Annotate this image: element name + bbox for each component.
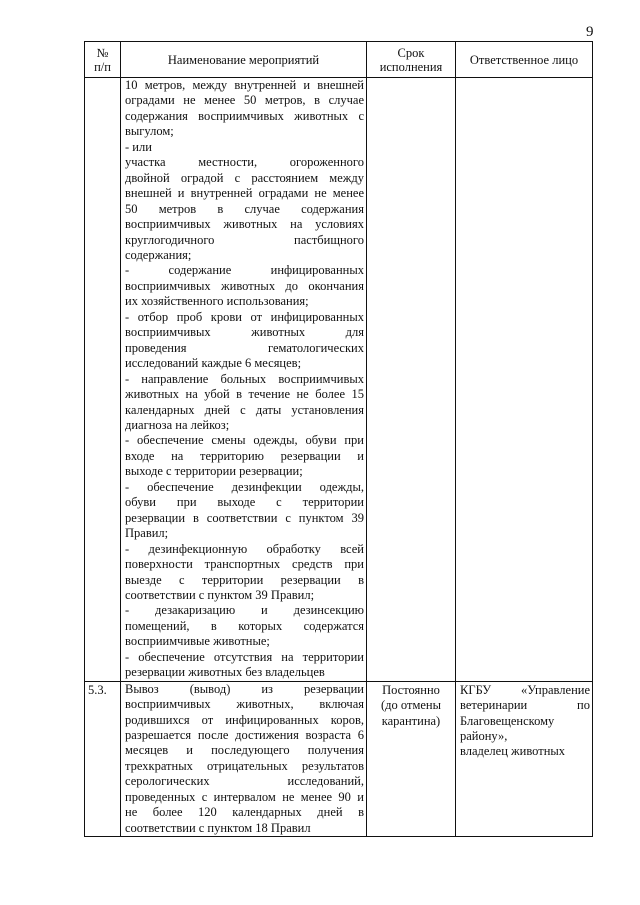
- text-line: соответствии с пунктом 18 Правил: [125, 820, 311, 835]
- header-name: Наименование мероприятий: [121, 42, 367, 78]
- text-line: родившихся от инфицированных коров,: [125, 712, 364, 727]
- text-line: - обеспечение смены одежды, обуви при: [125, 433, 364, 448]
- text-line: соответствии с пунктом 39 Правил;: [125, 587, 315, 602]
- text-line: (до отмены: [381, 698, 441, 713]
- text-line: восприимчивых животных на условиях: [125, 217, 364, 232]
- text-line: резервации животных без владельцев: [125, 665, 325, 680]
- table-header-row: [85, 42, 593, 78]
- text-line: восприимчивых животных до окончания: [125, 278, 364, 293]
- header-term-line-1: Срок: [397, 45, 425, 60]
- text-line: проведения гематологических: [125, 340, 364, 355]
- text-line: 50 метров в случае содержания: [125, 201, 364, 216]
- table-row: [85, 681, 593, 837]
- text-line: животных на убой в течение не более 15: [125, 387, 364, 402]
- text-line: участка местности, огороженного: [125, 155, 364, 170]
- text-line: обуви при выходе с территории: [125, 495, 364, 510]
- measures-table: [84, 41, 593, 837]
- text-line: владелец животных: [460, 744, 566, 759]
- text-line: восприимчивые животные;: [125, 634, 270, 649]
- text-line: - отбор проб крови от инфицированных: [125, 309, 364, 324]
- text-line: содержания;: [125, 247, 192, 262]
- text-line: оградами не менее 50 метров, в случае: [125, 93, 364, 108]
- text-line: восприимчивых животных для: [125, 325, 364, 340]
- text-line: Правил;: [125, 526, 169, 541]
- text-line: круглогодичного пастбищного: [125, 232, 364, 247]
- text-line: календарных дней с даты установления: [125, 402, 364, 417]
- row-number-cell: [85, 78, 121, 682]
- responsible-cell: [456, 78, 593, 682]
- text-line: помещений, в которых содержатся: [125, 618, 364, 633]
- text-line: трехкратных отрицательных результатов: [125, 758, 364, 773]
- measure-text-cell: [121, 78, 367, 682]
- text-line: 10 метров, между внутренней и внешней: [125, 78, 364, 92]
- header-number-line-1: №: [96, 45, 109, 60]
- text-line: району»,: [460, 729, 508, 744]
- term-cell: [367, 78, 456, 682]
- text-line: содержания восприимчивых животных с: [125, 108, 364, 123]
- page-number: 9: [586, 24, 594, 40]
- header-number: [85, 42, 121, 78]
- text-line: выезде с территории резервации в: [125, 572, 364, 587]
- table-row: [85, 78, 593, 682]
- text-line: Благовещенскому: [460, 713, 555, 728]
- text-line: их хозяйственного использования;: [125, 294, 309, 309]
- responsible-cell: [456, 681, 593, 837]
- header-term: [367, 42, 456, 78]
- measure-text-cell: [121, 681, 367, 837]
- text-line: - содержание инфицированных: [125, 263, 364, 278]
- text-line: восприимчивых животных, включая: [125, 697, 364, 712]
- text-line: - или: [125, 139, 152, 154]
- header-responsible: Ответственное лицо: [456, 42, 593, 78]
- text-line: проведенных с интервалом не менее 90 и: [125, 789, 364, 804]
- text-line: КГБУ «Управление: [460, 682, 590, 697]
- text-line: выходе с территории резервации;: [125, 464, 303, 479]
- text-line: входе на территорию резервации и: [125, 448, 364, 463]
- text-line: исследований каждые 6 месяцев;: [125, 356, 302, 371]
- text-line: - дезинфекционную обработку всей: [125, 541, 364, 556]
- header-term-line-2: исполнения: [379, 59, 443, 74]
- text-line: - дезакаризацию и дезинсекцию: [125, 603, 364, 618]
- text-line: разрешается после достижения возраста 6: [125, 728, 364, 743]
- header-number-line-2: п/п: [94, 59, 111, 74]
- text-line: Вывоз (вывод) из резервации: [125, 681, 364, 696]
- term-cell: [367, 681, 456, 837]
- text-line: - направление больных восприимчивых: [125, 371, 364, 386]
- text-line: двойной оградой с расстоянием между: [125, 170, 364, 185]
- text-line: Постоянно: [382, 682, 440, 697]
- text-line: поверхности транспортных средств при: [125, 557, 364, 572]
- text-line: ветеринарии по: [460, 698, 590, 713]
- text-line: - обеспечение отсутствия на территории: [125, 649, 364, 664]
- row-number-cell: 5.3.: [85, 681, 121, 837]
- text-line: карантина): [381, 713, 441, 728]
- text-line: диагноза на лейкоз;: [125, 417, 230, 432]
- text-line: не более 120 календарных дней в: [125, 805, 364, 820]
- text-line: месяцев и последующего получения: [125, 743, 364, 758]
- text-line: выгулом;: [125, 124, 174, 139]
- text-line: серологических исследований,: [125, 774, 364, 789]
- text-line: внешней и внутренней оградами не менее: [125, 186, 364, 201]
- text-line: - обеспечение дезинфекции одежды,: [125, 479, 364, 494]
- text-line: резервации в соответствии с пунктом 39: [125, 510, 364, 525]
